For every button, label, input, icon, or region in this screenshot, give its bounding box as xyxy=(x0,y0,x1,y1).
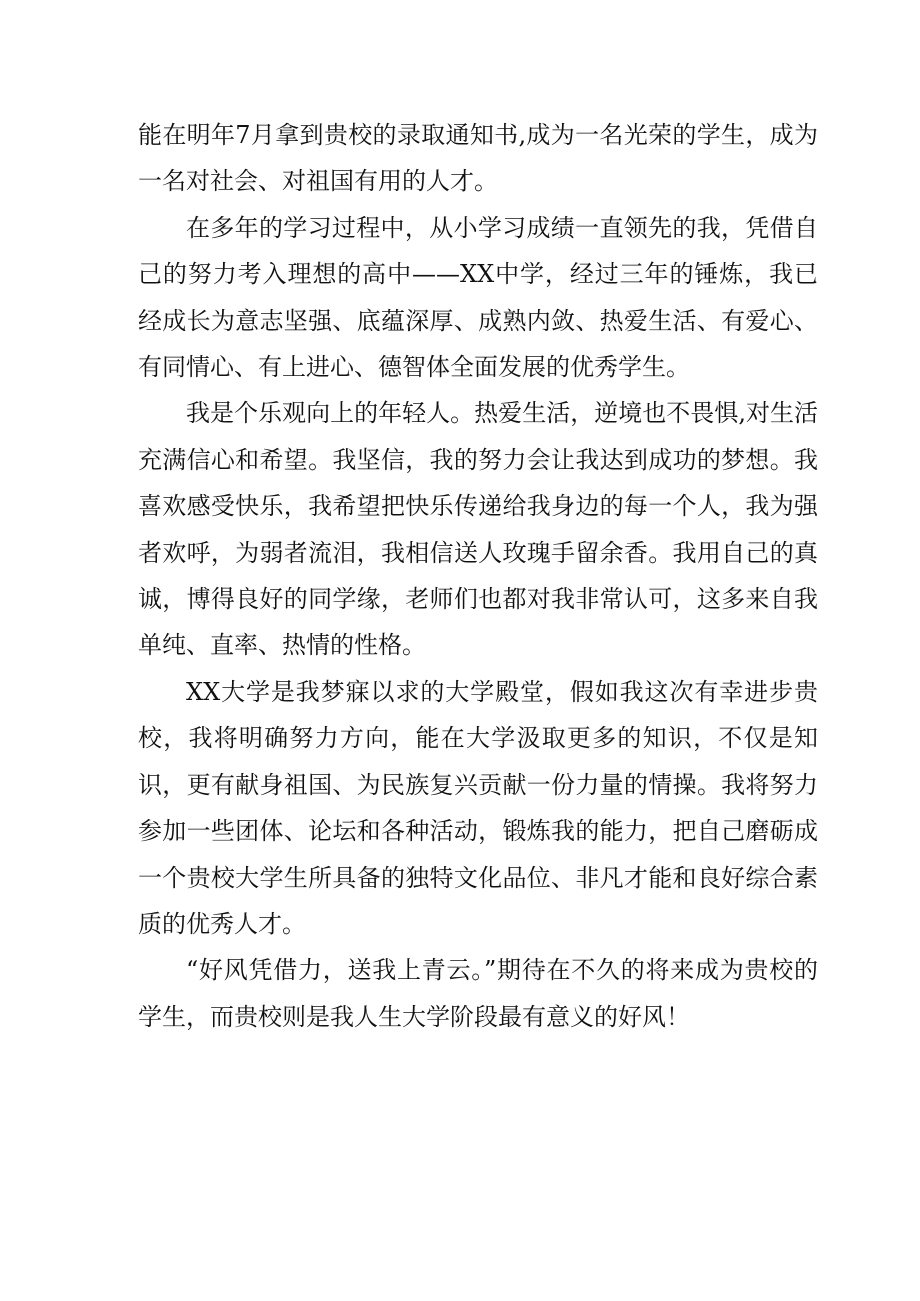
paragraph: 我是个乐观向上的年轻人。热爱生活，逆境也不畏惧,对生活充满信心和希望。我坚信，我的努力会让我达到成功的梦想。我喜欢感受快乐，我希望把快乐传递给我身边的每一个人，我为强者欢呼，为弱者流泪，我相信送人玫瑰手留余香。我用自己的真诚，博得良好的同学缘，老师们也都对我非常认可，这多来自我单纯、直率、热情的性格。 xyxy=(138,399,818,660)
paragraph: 在多年的学习过程中，从小学习成绩一直领先的我，凭借自己的努力考入理想的高中——XX中学，经过三年的锤炼，我已经成长为意志坚强、底蕴深厚、成熟内敛、热爱生活、有爱心、有同情心、有上进心、德智体全面发展的优秀学生。 xyxy=(138,213,818,382)
paragraph-continued: 能在明年7月拿到贵校的录取通知书,成为一名光荣的学生，成为一名对社会、对祖国有用的人才。 xyxy=(138,121,818,196)
paragraph: “好风凭借力，送我上青云。”期待在不久的将来成为贵校的学生，而贵校则是我人生大学阶段最有意义的好风！ xyxy=(138,956,818,1031)
paragraph: XX大学是我梦寐以求的大学殿堂，假如我这次有幸进步贵校，我将明确努力方向，能在大学汲取更多的知识，不仅是知识，更有献身祖国、为民族复兴贡献一份力量的情操。我将努力参加一些团体、论坛和各种活动，锻炼我的能力，把自己磨砺成一个贵校大学生所具备的独特文化品位、非凡才能和良好综合素质的优秀人才。 xyxy=(138,677,818,938)
document-body xyxy=(138,112,818,1040)
